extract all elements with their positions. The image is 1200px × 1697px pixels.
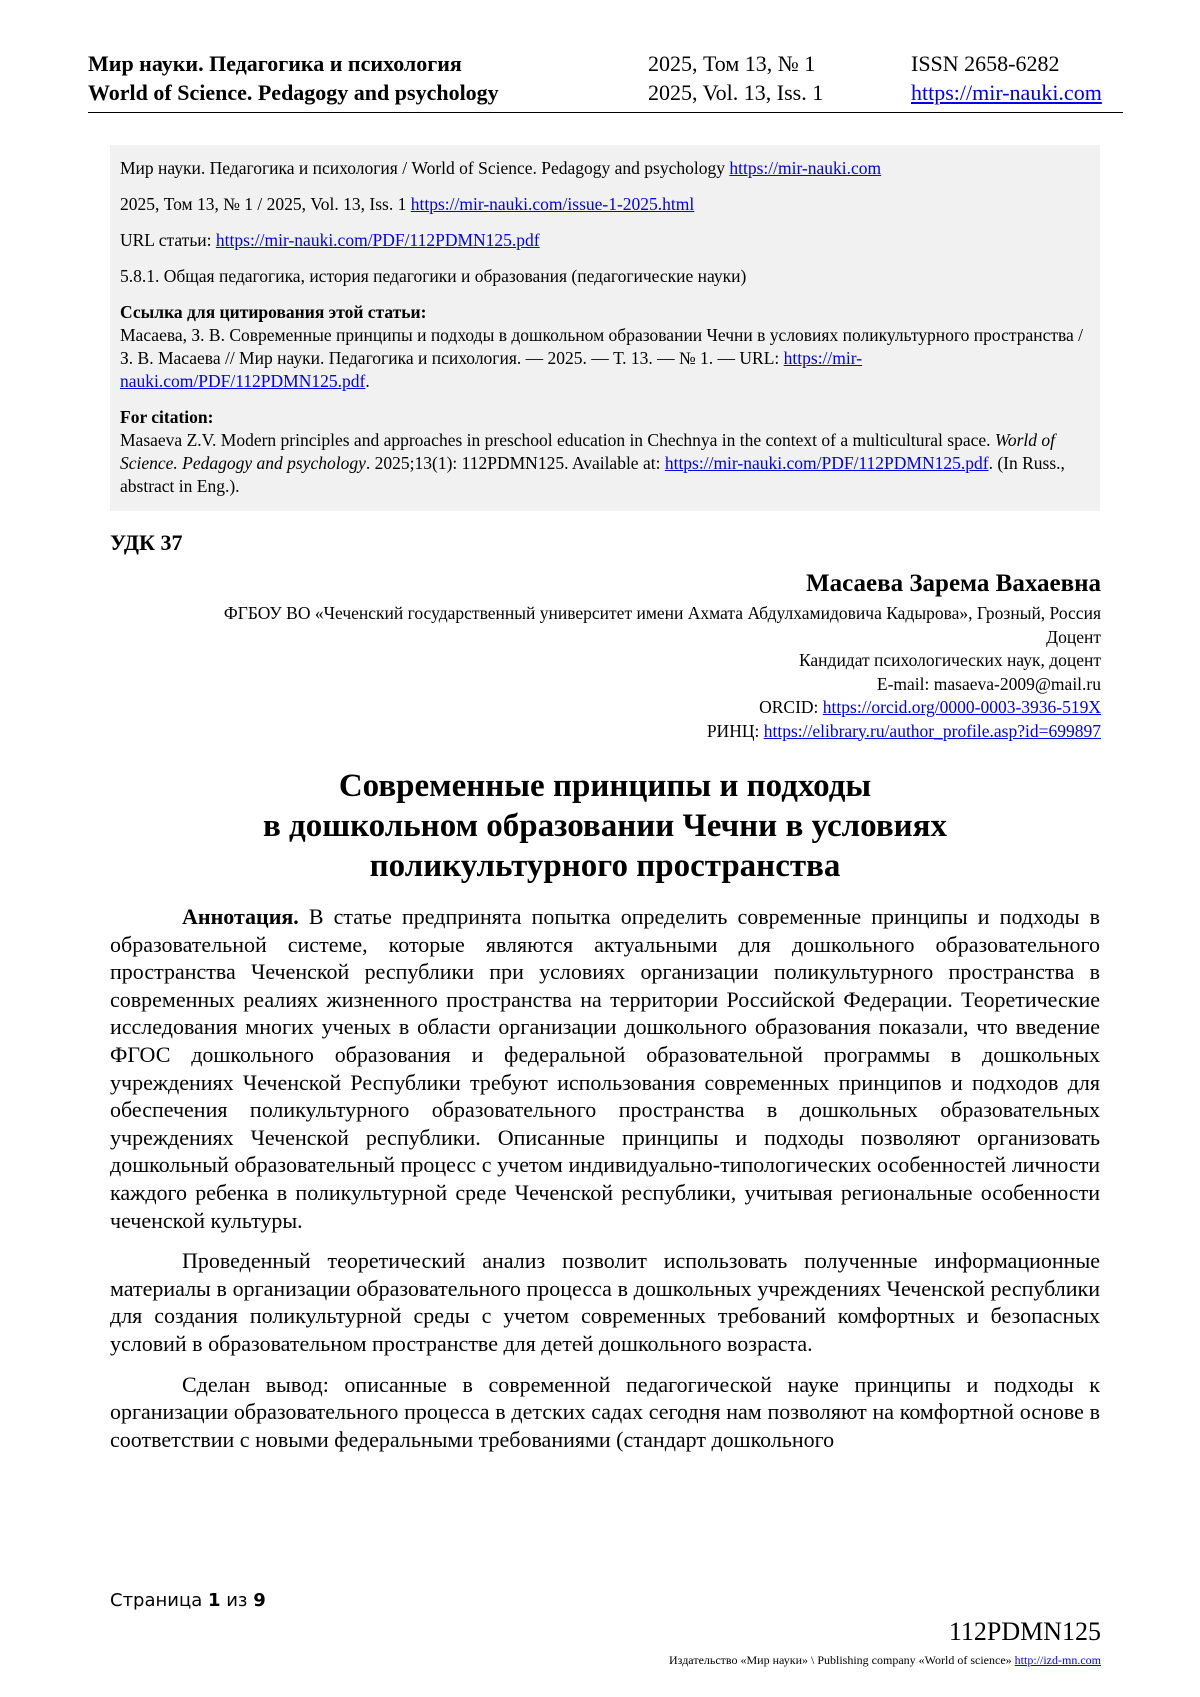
info-article-link[interactable]: https://mir-nauki.com/PDF/112PDMN125.pdf <box>215 230 540 250</box>
citation-ru: Ссылка для цитирования этой статьи: Масаева, З. В. Современные принципы и подходы в дошкольном образовании Чечни в условиях поликультурного пространства / З. В. Масаева // Мир науки. Педагогика и психология. — 2025. — Т. 13. — № 1. — URL: https://mir-nauki.com/PDF/112PDMN125.pdf. <box>120 302 1084 391</box>
info-issue-line: 2025, Том 13, № 1 / 2025, Vol. 13, Iss. 1 https://mir-nauki.com/issue-1-2025.html <box>120 194 695 214</box>
issue-en: 2025, Vol. 13, Iss. 1 <box>648 80 824 105</box>
header-divider <box>88 112 1123 113</box>
journal-title-ru: Мир науки. Педагогика и психология <box>88 51 462 76</box>
abstract-paragraph-1: Аннотация. В статье предпринята попытка определить современные принципы и подходы в образовательной системе, которые являются актуальными для дошкольного образовательного пространства Чеченской республики при условиях организации поликультурного пространства в современных реалиях жизненного пространства на территории Российской Федерации. Теоретические исследования многих ученых в области организации дошкольного образования показали, что введение ФГОС дошкольного образования и федеральной образовательной программы в дошкольных учреждениях Чеченской Республики требуют использования современных принципов и подходов для обеспечения поликультурного образовательного пространства в дошкольных образовательных учреждениях Чеченской республики. Описанные принципы и подходы позволяют организовать дошкольный образовательный процесс с учетом индивидуально-типологических особенностей личности каждого ребенка в поликультурной среде Чеченской республики, учитывая региональные особенности чеченской культуры. <box>110 904 1100 1233</box>
citation-ru-label: Ссылка для цитирования этой статьи: <box>120 302 427 322</box>
article-info-box <box>110 145 1100 511</box>
info-journal-line: Мир науки. Педагогика и психология / World of Science. Pedagogy and psychology https://mir-nauki.com <box>120 158 882 178</box>
journal-header <box>88 50 1123 112</box>
author-name: Масаева Зарема Вахаевна <box>806 570 1101 597</box>
publisher-link[interactable]: http://izd-mn.com <box>1014 1653 1101 1667</box>
issue-ru: 2025, Том 13, № 1 <box>648 51 816 76</box>
citation-en-link[interactable]: https://mir-nauki.com/PDF/112PDMN125.pdf <box>664 453 989 473</box>
info-specialty-line: 5.8.1. Общая педагогика, история педагогики и образования (педагогические науки) <box>120 266 747 286</box>
abstract-paragraph-3: Сделан вывод: описанные в современной педагогической науке принципы и подходы к организации образовательного процесса в детских садах сегодня нам позволяют на комфортной основе в соответствии с новыми федеральными требованиями (стандарт дошкольного <box>110 1371 1100 1452</box>
title-line-1: Современные принципы и подходы <box>338 768 872 804</box>
issn: ISSN 2658-6282 <box>911 51 1060 76</box>
abstract <box>110 903 1100 1466</box>
citation-ru-link[interactable]: https://mir-nauki.com/PDF/112PDMN125.pdf <box>120 348 863 391</box>
abstract-label: Аннотация. <box>182 904 299 929</box>
author-affiliation: ФГБОУ ВО «Чеченский государственный университет имени Ахмата Абдулхамидовича Кадырова», Грозный, Россия <box>223 603 1101 623</box>
article-title <box>110 766 1100 886</box>
article-code: 112PDMN125 <box>948 1617 1101 1646</box>
author-rinc: РИНЦ: https://elibrary.ru/author_profile.asp?id=699897 <box>706 720 1101 741</box>
title-line-2: в дошкольном образовании Чечни в условиях <box>262 808 948 844</box>
udk-code: УДК 37 <box>110 530 183 555</box>
author-degree: Кандидат психологических наук, доцент <box>798 650 1101 670</box>
citation-en-label: For citation: <box>120 407 214 427</box>
author-position: Доцент <box>1046 626 1101 647</box>
citation-en: For citation: Masaeva Z.V. Modern principles and approaches in preschool education in Chechnya in the context of a multicultural space. World of Science. Pedagogy and psychology. 2025;13(1): 112PDMN125. Available at: https://mir-nauki.com/PDF/112PDMN125.pdf. (In Russ., abstract in Eng.). <box>120 407 1065 496</box>
rinc-link[interactable]: https://elibrary.ru/author_profile.asp?id=699897 <box>763 720 1101 741</box>
author-block <box>101 568 1101 743</box>
journal-site-link[interactable]: https://mir-nauki.com <box>911 80 1102 105</box>
page-number: Страница 1 из 9 <box>110 1590 266 1611</box>
author-email: E-mail: masaeva-2009@mail.ru <box>876 673 1101 694</box>
journal-title-en: World of Science. Pedagogy and psychology <box>88 80 499 105</box>
orcid-link[interactable]: https://orcid.org/0000-0003-3936-519X <box>822 697 1101 717</box>
info-issue-link[interactable]: https://mir-nauki.com/issue-1-2025.html <box>410 194 695 214</box>
abstract-paragraph-2: Проведенный теоретический анализ позволит использовать полученные информационные материалы в организации образовательного процесса в дошкольных учреждениях Чеченской республики для создания поликультурной среды с учетом современных требований комфортных и безопасных условий в образовательном пространстве для детей дошкольного возраста. <box>110 1248 1100 1356</box>
publisher-line: Издательство «Мир науки» \ Publishing company «World of science» http://izd-mn.com <box>669 1653 1101 1667</box>
title-line-3: поликультурного пространства <box>369 848 841 884</box>
info-journal-link[interactable]: https://mir-nauki.com <box>729 158 882 178</box>
author-orcid: ORCID: https://orcid.org/0000-0003-3936-519X <box>759 697 1101 717</box>
info-url-line: URL статьи: https://mir-nauki.com/PDF/112PDMN125.pdf <box>120 230 540 250</box>
